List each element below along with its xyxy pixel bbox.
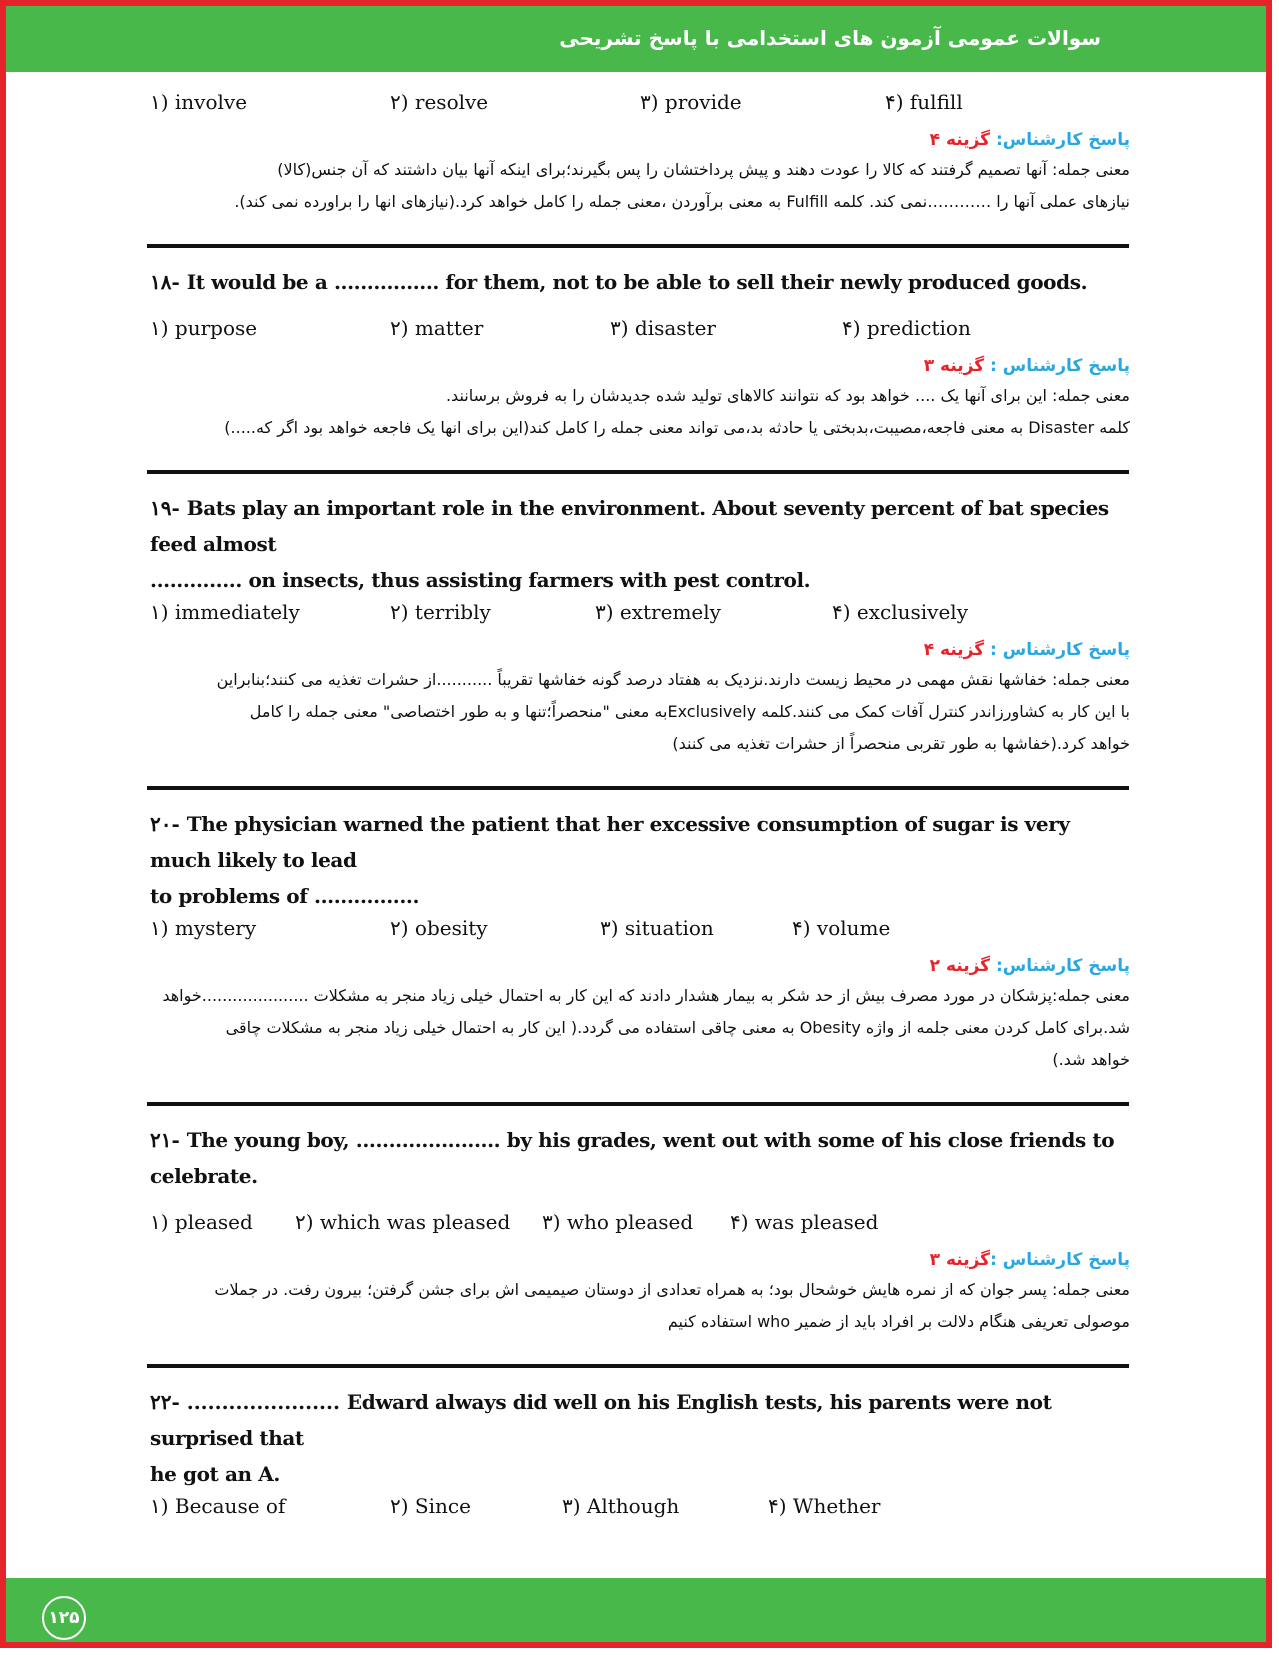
expert-answer xyxy=(150,636,1130,664)
answer-label: پاسخ کارشناس : xyxy=(984,640,1130,660)
divider xyxy=(147,1364,1129,1368)
explanation-line: خواهد کرد.(خفاشها به طور تقربی منحصراً از حشرات تغذیه می کنند) xyxy=(672,734,1130,753)
answer-label: پاسخ کارشناس: xyxy=(990,956,1130,976)
answer-value: گزینه ۴ xyxy=(923,640,985,660)
question-22-line-2: he got an A. xyxy=(150,1462,280,1486)
option-3[interactable]: ۳) disaster xyxy=(610,316,716,340)
footer-bar xyxy=(6,1578,1266,1642)
option-4[interactable]: ۴) exclusively xyxy=(832,600,968,624)
option-1[interactable]: ۱) mystery xyxy=(150,916,257,940)
header-title: سوالات عمومی آزمون های استخدامی با پاسخ تشریحی xyxy=(559,26,1101,50)
expert-answer xyxy=(150,352,1130,380)
explanation-line: کلمه Disaster به معنی فاجعه،مصیبت،بدبختی یا حادثه بد،می تواند معنی جمله را کامل کند(این برای انها یک فاجعه خواهد بود اگر که.....) xyxy=(224,418,1130,437)
explanation-line: معنی جمله: آنها تصمیم گرفتند که کالا را عودت دهند و پیش پرداختشان را پس بگیرند؛برای اینکه آنها بیان داشتند که آن جنس(کالا) xyxy=(277,160,1130,179)
question-22-line-1: ۲۲- ...................... Edward always did well on his English tests, his parents were not surprised that xyxy=(150,1390,1052,1450)
divider xyxy=(147,244,1129,248)
explanation-line: خواهد شد.) xyxy=(1052,1050,1130,1069)
header-bar xyxy=(6,6,1266,72)
explanation-line: شد.برای کامل کردن معنی جلمه از واژه Obesity به معنی چاقی استفاده می گردد.( این کار به احتمال خیلی زیاد منجر به مشکلات چاقی xyxy=(225,1018,1130,1037)
option-4[interactable]: ۴) Whether xyxy=(768,1494,881,1518)
question-19-line-1: ۱۹- Bats play an important role in the environment. About seventy percent of bat species feed almost xyxy=(150,496,1109,556)
answer-label: پاسخ کارشناس : xyxy=(990,1250,1130,1270)
main-content xyxy=(150,88,1130,1524)
explanation-line: نیازهای عملی آنها را …………نمی کند. کلمه Fulfill به معنی برآوردن ،معنی جمله را کامل خواهد کرد.(نیازهای انها را براورده نمی کند). xyxy=(234,192,1130,211)
option-3[interactable]: ۳) extremely xyxy=(595,600,721,624)
option-4[interactable]: ۴) fulfill xyxy=(885,90,963,114)
answer-value: گزینه ۳ xyxy=(923,356,985,376)
option-4[interactable]: ۴) volume xyxy=(792,916,891,940)
explanation-line: معنی جمله: پسر جوان که از نمره هایش خوشحال بود؛ به همراه تعدادی از دوستان صیمیمی اش برای جشن گرفتن؛ بیرون رفت. در جملات xyxy=(214,1280,1130,1299)
answer-value: گزینه ۲ xyxy=(929,956,991,976)
option-2[interactable]: ۲) Since xyxy=(390,1494,471,1518)
question-20-line-2: to problems of ................ xyxy=(150,884,420,908)
option-3[interactable]: ۳) situation xyxy=(600,916,714,940)
explanation-line: موصولی تعریفی هنگام دلالت بر افراد باید از ضمیر who استفاده کنیم xyxy=(667,1312,1130,1331)
options-q19 xyxy=(150,598,1130,630)
expert-answer xyxy=(150,1246,1130,1274)
option-1[interactable]: ۱) immediately xyxy=(150,600,300,624)
option-2[interactable]: ۲) resolve xyxy=(390,90,489,114)
answer-label: پاسخ کارشناس : xyxy=(984,356,1130,376)
options-q22 xyxy=(150,1492,1130,1524)
answer-label: پاسخ کارشناس: xyxy=(990,130,1130,150)
option-2[interactable]: ۲) matter xyxy=(390,316,484,340)
question-20-line-1: ۲۰- The physician warned the patient that her excessive consumption of sugar is very much likely to lead xyxy=(150,812,1070,872)
option-2[interactable]: ۲) obesity xyxy=(390,916,488,940)
option-2[interactable]: ۲) terribly xyxy=(390,600,491,624)
divider xyxy=(147,470,1129,474)
option-1[interactable]: ۱) involve xyxy=(150,90,248,114)
answer-value: گزینه ۳ xyxy=(929,1250,991,1270)
options-q17 xyxy=(150,88,1130,120)
explanation-line: معنی جمله:پزشکان در مورد مصرف بیش از حد شکر به بیمار هشدار دادند که این کار به احتمال خیلی زیاد منجر به مشکلات .....................خواهد xyxy=(162,986,1130,1005)
option-3[interactable]: ۳) provide xyxy=(640,90,742,114)
options-q21 xyxy=(150,1208,1130,1240)
option-4[interactable]: ۴) was pleased xyxy=(730,1210,879,1234)
options-q18 xyxy=(150,314,1130,346)
option-1[interactable]: ۱) purpose xyxy=(150,316,258,340)
divider xyxy=(147,786,1129,790)
option-2[interactable]: ۲) which was pleased xyxy=(295,1210,511,1234)
explanation-line: معنی جمله: این برای آنها یک .... خواهد بود که نتوانند کالاهای تولید شده جدیدشان را به فروش برسانند. xyxy=(445,386,1130,405)
option-1[interactable]: ۱) pleased xyxy=(150,1210,253,1234)
option-3[interactable]: ۳) Although xyxy=(562,1494,680,1518)
option-4[interactable]: ۴) prediction xyxy=(842,316,971,340)
expert-answer xyxy=(150,126,1130,154)
options-q20 xyxy=(150,914,1130,946)
expert-answer xyxy=(150,952,1130,980)
option-1[interactable]: ۱) Because of xyxy=(150,1494,286,1518)
question-18: ۱۸- It would be a ................ for them, not to be able to sell their newly produced goods. xyxy=(150,270,1088,294)
option-3[interactable]: ۳) who pleased xyxy=(542,1210,694,1234)
explanation-line: معنی جمله: خفاشها نقش مهمی در محیط زیست دارند.نزدیک به هفتاد درصد گونه خفاشها تقریباً ...........از حشرات تغذیه می کنند؛بنابراین xyxy=(216,670,1130,689)
answer-value: گزینه ۴ xyxy=(929,130,991,150)
page-number-badge: ۱۲۵ xyxy=(42,1596,86,1640)
question-21: ۲۱- The young boy, ...................... by his grades, went out with some of his close friends to celebrate. xyxy=(150,1128,1115,1188)
divider xyxy=(147,1102,1129,1106)
explanation-line: با این کار به کشاورزاندر کنترل آفات کمک می کنند.کلمه Exclusivelyبه معنی "منحصراً؛تنها و به طور اختصاصی" معنی جمله را کامل xyxy=(249,702,1130,721)
question-19-line-2: .............. on insects, thus assisting farmers with pest control. xyxy=(150,568,811,592)
